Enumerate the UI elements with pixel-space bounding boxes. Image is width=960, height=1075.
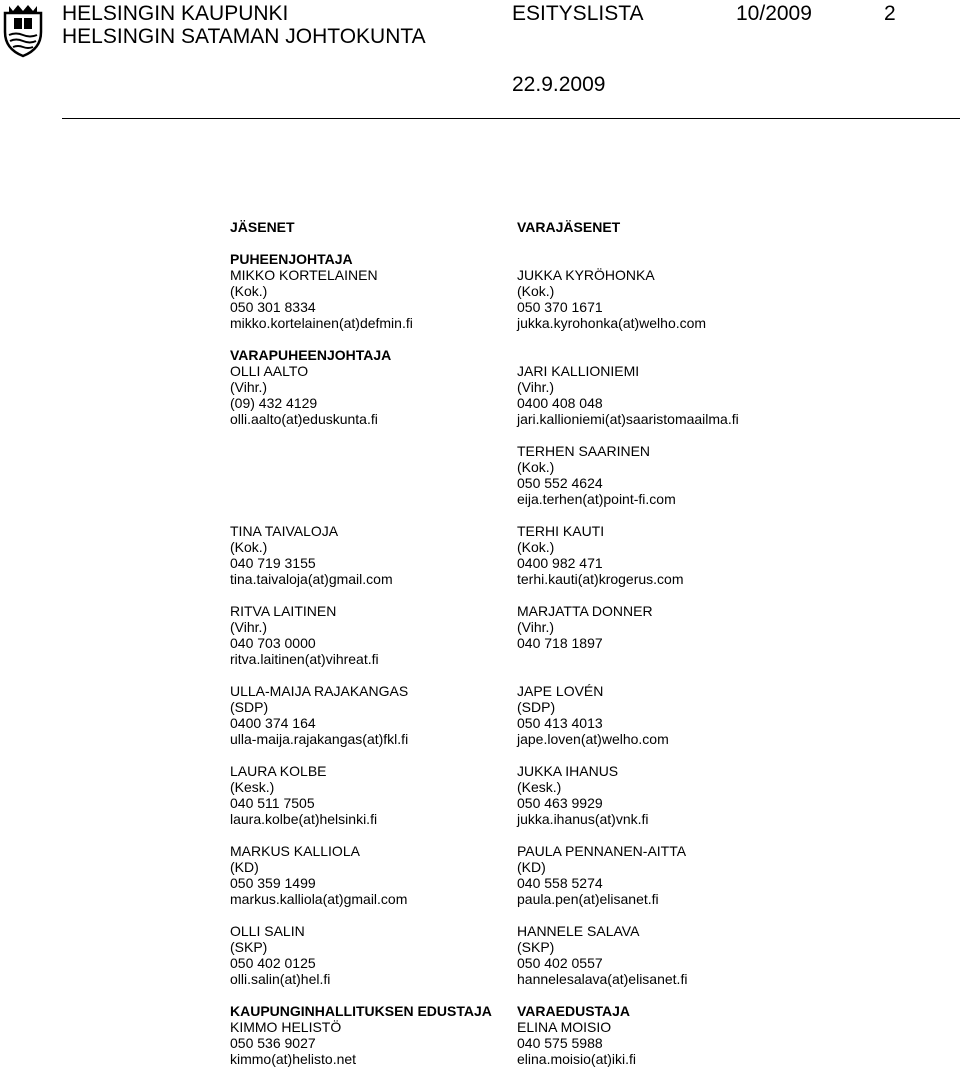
members-column [230, 219, 492, 1067]
deputy-name: HANNELE SALAVA [517, 923, 640, 939]
deputy-party: (Kok.) [517, 459, 555, 475]
member-party: (KD) [230, 859, 259, 875]
member-name: OLLI AALTO [230, 363, 309, 379]
member-party: (Vihr.) [230, 379, 268, 395]
page-number: 2 [884, 2, 896, 25]
deputy-party: (Kesk.) [517, 779, 562, 795]
deputy-name: TERHEN SAARINEN [517, 443, 651, 459]
member-name: TINA TAIVALOJA [230, 523, 339, 539]
deputy-email: jukka.ihanus(at)vnk.fi [517, 811, 649, 827]
deputy-email: elina.moisio(at)iki.fi [517, 1051, 637, 1067]
deputy-phone: 050 413 4013 [517, 715, 603, 731]
deputy-email: paula.pen(at)elisanet.fi [517, 891, 659, 907]
deputy-email: jape.loven(at)welho.com [517, 731, 669, 747]
member-email: olli.salin(at)hel.fi [230, 971, 331, 987]
deputy-phone: 040 558 5274 [517, 875, 603, 891]
deputy-name: JAPE LOVÉN [517, 683, 604, 699]
vice-chair-role: VARAPUHEENJOHTAJA [230, 347, 392, 363]
deputy-phone: 050 463 9929 [517, 795, 603, 811]
member-email: kimmo(at)helisto.net [230, 1051, 357, 1067]
deputy-party: (Vihr.) [517, 379, 555, 395]
deputy-phone: 050 402 0557 [517, 955, 603, 971]
member-name: MARKUS KALLIOLA [230, 843, 360, 859]
deputy-name: JARI KALLIONIEMI [517, 363, 640, 379]
member-party: (Kok.) [230, 283, 268, 299]
board-name: HELSINGIN SATAMAN JOHTOKUNTA [62, 25, 426, 48]
helsinki-coat-of-arms-icon [2, 2, 44, 58]
deputies-heading: VARAJÄSENET [517, 219, 621, 235]
deputy-email: terhi.kauti(at)krogerus.com [517, 571, 684, 587]
member-email: olli.aalto(at)eduskunta.fi [230, 411, 378, 427]
deputy-name: TERHI KAUTI [517, 523, 605, 539]
deputy-phone: 040 718 1897 [517, 635, 603, 651]
member-name: LAURA KOLBE [230, 763, 327, 779]
member-party: (Vihr.) [230, 619, 268, 635]
member-email: ritva.laitinen(at)vihreat.fi [230, 651, 379, 667]
member-phone: 050 359 1499 [230, 875, 316, 891]
member-name: MIKKO KORTELAINEN [230, 267, 378, 283]
deputy-phone: 050 552 4624 [517, 475, 603, 491]
deputy-party: (KD) [517, 859, 546, 875]
member-party: (Kok.) [230, 539, 268, 555]
member-party: (SDP) [230, 699, 269, 715]
deputies-column [517, 219, 739, 1067]
deputy-rep-role: VARAEDUSTAJA [517, 1003, 631, 1019]
member-name: KIMMO HELISTÖ [230, 1019, 342, 1035]
deputy-name: ELINA MOISIO [517, 1019, 612, 1035]
member-phone: 0400 374 164 [230, 715, 316, 731]
document-number: 10/2009 [736, 2, 812, 25]
member-phone: 040 719 3155 [230, 555, 316, 571]
document-type: ESITYSLISTA [512, 2, 644, 25]
member-phone: (09) 432 4129 [230, 395, 318, 411]
deputy-name: JUKKA KYRÖHONKA [517, 267, 655, 283]
meeting-date: 22.9.2009 [512, 73, 606, 96]
member-phone: 040 511 7505 [230, 795, 315, 811]
deputy-phone: 0400 408 048 [517, 395, 603, 411]
member-email: ulla-maija.rajakangas(at)fkl.fi [230, 731, 409, 747]
deputy-party: (Kok.) [517, 283, 555, 299]
member-party: (Kesk.) [230, 779, 275, 795]
deputy-email: hannelesalava(at)elisanet.fi [517, 971, 688, 987]
member-phone: 040 703 0000 [230, 635, 316, 651]
deputy-party: (Kok.) [517, 539, 555, 555]
deputy-party: (SKP) [517, 939, 555, 955]
deputy-phone: 0400 982 471 [517, 555, 603, 571]
member-email: tina.taivaloja(at)gmail.com [230, 571, 393, 587]
deputy-name: MARJATTA DONNER [517, 603, 653, 619]
member-party: (SKP) [230, 939, 268, 955]
deputy-phone: 040 575 5988 [517, 1035, 603, 1051]
member-email: laura.kolbe(at)helsinki.fi [230, 811, 378, 827]
deputy-email: jukka.kyrohonka(at)welho.com [517, 315, 707, 331]
member-name: OLLI SALIN [230, 923, 305, 939]
deputy-email: jari.kallioniemi(at)saaristomaailma.fi [517, 411, 739, 427]
deputy-email: eija.terhen(at)point-fi.com [517, 491, 676, 507]
member-phone: 050 301 8334 [230, 299, 316, 315]
deputy-name: JUKKA IHANUS [517, 763, 619, 779]
member-phone: 050 536 9027 [230, 1035, 316, 1051]
deputy-name: PAULA PENNANEN-AITTA [517, 843, 687, 859]
header-divider [62, 118, 960, 119]
member-phone: 050 402 0125 [230, 955, 316, 971]
city-board-rep-role: KAUPUNGINHALLITUKSEN EDUSTAJA [230, 1003, 492, 1019]
deputy-phone: 050 370 1671 [517, 299, 603, 315]
chair-role: PUHEENJOHTAJA [230, 251, 353, 267]
member-name: RITVA LAITINEN [230, 603, 337, 619]
deputy-party: (Vihr.) [517, 619, 555, 635]
members-heading: JÄSENET [230, 219, 295, 235]
org-name: HELSINGIN KAUPUNKI [62, 2, 289, 25]
member-email: markus.kalliola(at)gmail.com [230, 891, 408, 907]
deputy-party: (SDP) [517, 699, 556, 715]
member-name: ULLA-MAIJA RAJAKANGAS [230, 683, 409, 699]
member-email: mikko.kortelainen(at)defmin.fi [230, 315, 413, 331]
